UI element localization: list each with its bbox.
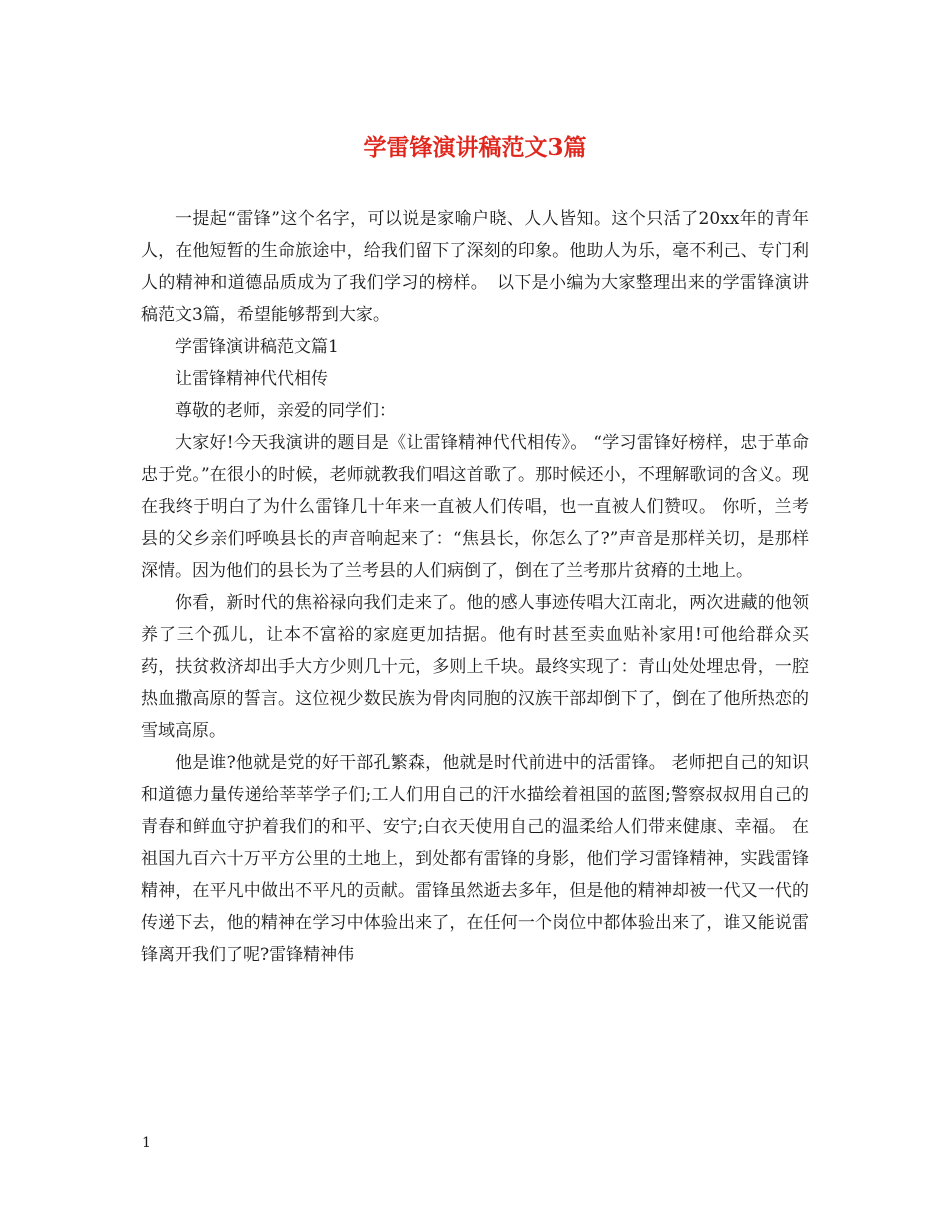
document-title: 学雷锋演讲稿范文3篇 [363,134,587,161]
speech-title: 让雷锋精神代代相传 [175,369,328,389]
page-number: 1 [142,1135,151,1151]
body-paragraph: 大家好!今天我演讲的题目是《让雷锋精神代代相传》。 “学习雷锋好榜样，忠于革命忠于党。”在很小的时候，老师就教我们唱这首歌了。那时候还小，不理解歌词的含义。现在我终于明白了为什么雷锋几十年来一直被人们传唱，也一直被人们赞叹。 你听，兰考县的父乡亲们呼唤县长的声音响起来了：“焦县长，你怎么了?”声音是那样关切，是那样深情。因为他们的县长为了兰考县的人们病倒了，倒在了兰考那片贫瘠的土地上。 [141,433,809,581]
body-paragraph: 你看，新时代的焦裕禄向我们走来了。他的感人事迹传唱大江南北，两次进藏的他领养了三个孤儿，让本不富裕的家庭更加拮据。他有时甚至卖血贴补家用!可他给群众买药，扶贫救济却出手大方少则几十元，多则上千块。最终实现了：青山处处埋忠骨，一腔热血撒高原的誓言。这位视少数民族为骨肉同胞的汉族干部却倒下了，倒在了他所热恋的雪域高原。 [141,593,809,741]
salutation: 尊敬的老师，亲爱的同学们： [175,401,396,421]
body-paragraph: 他是谁?他就是党的好干部孔繁森，他就是时代前进中的活雷锋。 老师把自己的知识和道德力量传递给莘莘学子们;工人们用自己的汗水描绘着祖国的蓝图;警察叔叔用自己的青春和鲜血守护着我们的和平、安宁;白衣天使用自己的温柔给人们带来健康、幸福。 在祖国九百六十万平方公里的土地上，到处都有雷锋的身影，他们学习雷锋精神，实践雷锋精神，在平凡中做出不平凡的贡献。雷锋虽然逝去多年，但是他的精神却被一代又一代的传递下去，他的精神在学习中体验出来了，在任何一个岗位中都体验出来了，谁又能说雷锋离开我们了呢?雷锋精神伟 [141,753,809,965]
section-heading: 学雷锋演讲稿范文篇1 [175,337,339,357]
intro-paragraph: 一提起“雷锋”这个名字，可以说是家喻户晓、人人皆知。这个只活了20xx年的青年人，在他短暂的生命旅途中，给我们留下了深刻的印象。他助人为乐，毫不利己、专门利人的精神和道德品质成为了我们学习的榜样。 以下是小编为大家整理出来的学雷锋演讲稿范文3篇，希望能够帮到大家。 [141,209,809,325]
document-body [141,203,809,971]
